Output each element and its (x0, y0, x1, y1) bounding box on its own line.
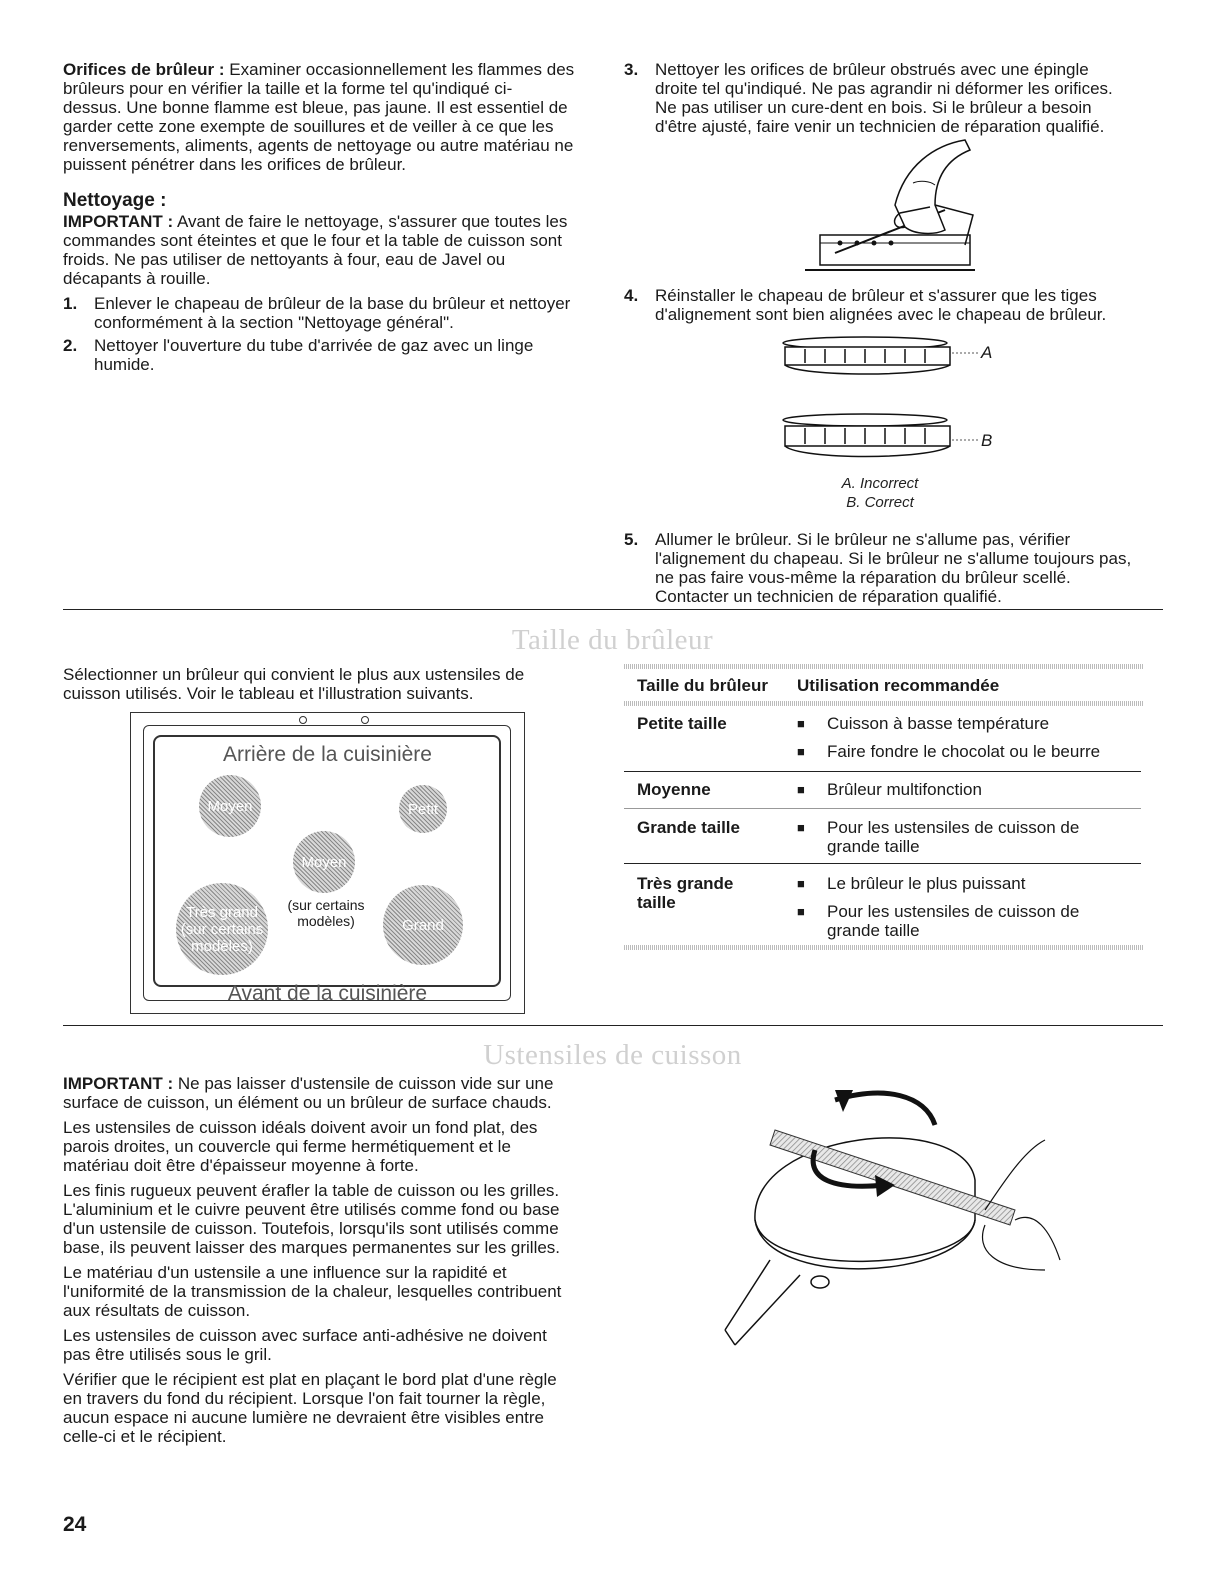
text-line: base, ils peuvent laisser des marques permanentes sur les grilles. (63, 1238, 561, 1257)
text-line: Sélectionner un brûleur qui convient le plus aux ustensiles de (63, 665, 525, 684)
text-line: Les ustensiles de cuisson avec surface anti-adhésive ne doivent (63, 1326, 547, 1345)
step-number: 5. (624, 530, 639, 549)
important-label: IMPORTANT : (63, 212, 174, 231)
burner-cap-correct-illustration (780, 412, 980, 472)
paragraph (63, 1074, 623, 1112)
table-header-use: Utilisation recommandée (797, 676, 1000, 695)
text-line: Le matériau d'un ustensile a une influence sur la rapidité et (63, 1263, 507, 1282)
nettoyage-heading: Nettoyage : (63, 190, 167, 211)
step-number: 3. (624, 60, 639, 79)
table-row-use (827, 818, 1079, 856)
ustensiles-text (63, 1074, 623, 1446)
text-line: Réinstaller le chapeau de brûleur et s'assurer que les tiges (655, 286, 1097, 305)
text-line: garder cette zone exempte de souillures et de veiller à ce que les (63, 117, 554, 136)
table-row-size: Petite taille (637, 714, 727, 733)
text-line: cuisson utilisés. Voir le tableau et l'illustration suivants. (63, 684, 474, 703)
paragraph (63, 1118, 623, 1175)
orifices-paragraph (63, 60, 593, 174)
text-line: Contacter un technicien de réparation qualifié. (655, 587, 1002, 606)
table-row-size: Moyenne (637, 780, 711, 799)
taille-intro (63, 665, 593, 703)
step-number: 1. (63, 294, 78, 313)
step-number: 4. (624, 286, 639, 305)
text-line: (sur certains (287, 897, 365, 913)
text-line: humide. (94, 355, 155, 374)
paragraph (63, 1370, 623, 1446)
caption-b: B. Correct (846, 494, 914, 511)
text-line: aux résultats de cuisson. (63, 1301, 251, 1320)
text-line: taille (637, 893, 676, 912)
text-line: d'être ajusté, faire venir un technicien de réparation qualifié. (655, 117, 1105, 136)
burner-grand: Grand (383, 885, 463, 965)
text-line: d'un ustensile de cuisson. Toutefois, lorsqu'ils sont utilisés comme (63, 1219, 559, 1238)
text-line: matériau doit être d'épaisseur moyenne à forte. (63, 1156, 419, 1175)
text-line: Nettoyer les orifices de brûleur obstrués avec une épingle (655, 60, 1089, 79)
table-row-use: Faire fondre le chocolat ou le beurre (827, 742, 1101, 761)
section-divider (63, 1025, 1163, 1026)
text-line: ne pas faire vous-même la réparation du brûleur scellé. (655, 568, 1071, 587)
table-row-use (827, 902, 1079, 940)
text-line: froids. Ne pas utiliser de nettoyants à four, eau de Javel ou (63, 250, 506, 269)
pan-ruler-illustration (715, 1070, 1065, 1350)
table-bullet: ■ (797, 820, 805, 835)
table-row-use: Le brûleur le plus puissant (827, 874, 1026, 893)
ustensiles-section-title: Ustensiles de cuisson (483, 1039, 742, 1071)
text-line: celle-ci et le récipient. (63, 1427, 227, 1446)
burner-moyen-center: Moyen (293, 831, 355, 893)
caption-a: A. Incorrect (841, 475, 919, 492)
text-line: Vérifier que le récipient est plat en plaçant le bord plat d'une règle (63, 1370, 557, 1389)
table-bullet: ■ (797, 716, 805, 731)
text-line: renversements, aliments, agents de nettoyage ou autre matériau ne (63, 136, 574, 155)
text-line: Allumer le brûleur. Si le brûleur ne s'allume pas, vérifier (655, 530, 1071, 549)
text-line: pas être utilisés sous le gril. (63, 1345, 272, 1364)
text-line: l'uniformité de la transmission de la chaleur, lesquelles contribuent (63, 1282, 562, 1301)
text-line: Les finis rugueux peuvent érafler la table de cuisson ou les grilles. (63, 1181, 560, 1200)
text-line: dessus. Une bonne flamme est bleue, pas jaune. Il est essentiel de (63, 98, 568, 117)
table-header-size: Taille du brûleur (637, 676, 768, 695)
table-row-use: Cuisson à basse température (827, 714, 1050, 733)
text-line: Avant de faire le nettoyage, s'assurer que toutes les (176, 212, 568, 231)
text-line: Pour les ustensiles de cuisson de (827, 902, 1080, 921)
table-bullet: ■ (797, 904, 805, 919)
table-bullet: ■ (797, 744, 805, 759)
paragraph (63, 1326, 623, 1364)
important-paragraph (63, 212, 593, 288)
burner-label-line: (sur certains (180, 920, 264, 938)
text-line: décapants à rouille. (63, 269, 211, 288)
table-row-size (637, 874, 733, 912)
optional-note (281, 897, 371, 929)
burner-label-line: Très grand (186, 903, 258, 921)
table-row-divider (624, 771, 1141, 772)
orifices-label: Orifices de brûleur : (63, 60, 225, 79)
text-line: conformément à la section "Nettoyage général". (94, 313, 454, 332)
text-line: puissent pénétrer dans les orifices de brûleur. (63, 155, 407, 174)
callout-b: B (981, 431, 993, 450)
text-line: L'aluminium et le cuivre peuvent être utilisés comme fond ou base (63, 1200, 560, 1219)
knob-left (299, 716, 307, 724)
page-number: 24 (63, 1513, 87, 1536)
text-line: Les ustensiles de cuisson idéals doivent avoir un fond plat, des (63, 1118, 538, 1137)
text-line: Nettoyer l'ouverture du tube d'arrivée de gaz avec un linge (94, 336, 534, 355)
text-line: l'alignement du chapeau. Si le brûleur ne s'allume toujours pas, (655, 549, 1132, 568)
text-line: en travers du fond du récipient. Lorsque l'on fait tourner la règle, (63, 1389, 546, 1408)
text-line: aucun espace ni aucune lumière ne devraient être visibles entre (63, 1408, 545, 1427)
table-row-divider (624, 863, 1141, 864)
text-line: Très grande (637, 874, 734, 893)
table-top-border (624, 664, 1144, 669)
burner-moyen-left: Moyen (199, 775, 261, 837)
table-row-size: Grande taille (637, 818, 740, 837)
step-number: 2. (63, 336, 78, 355)
text-line: grande taille (827, 921, 920, 940)
pin-cleaning-illustration (795, 135, 985, 275)
callout-a: A (981, 343, 993, 362)
table-bullet: ■ (797, 782, 805, 797)
text-line: droite tel qu'indiqué. Ne pas agrandir ni déformer les orifices. (655, 79, 1113, 98)
table-bullet: ■ (797, 876, 805, 891)
text-line: parois droites, un couvercle qui ferme hermétiquement et le (63, 1137, 511, 1156)
text-line: grande taille (827, 837, 920, 856)
text-line: commandes sont éteintes et que le four et la table de cuisson sont (63, 231, 562, 250)
text-line: brûleurs pour en vérifier la taille et la forme tel qu'indiqué ci- (63, 79, 513, 98)
paragraph (63, 1263, 623, 1320)
burner-cap-incorrect-illustration (780, 335, 980, 385)
text-line: surface de cuisson, un élément ou un brûleur de surface chauds. (63, 1093, 552, 1112)
text-line: modèles) (297, 913, 355, 929)
text-line: Ne pas utiliser un cure-dent en bois. Si le brûleur a besoin (655, 98, 1092, 117)
burner-tres-grand (176, 883, 268, 975)
text-line: Enlever le chapeau de brûleur de la base du brûleur et nettoyer (94, 294, 571, 313)
cooktop-diagram (130, 712, 525, 1014)
text-line: Pour les ustensiles de cuisson de (827, 818, 1080, 837)
knob-right (361, 716, 369, 724)
text-line: Examiner occasionnellement les flammes des (229, 60, 575, 79)
back-label: Arrière de la cuisinière (223, 743, 432, 766)
text-line: Ne pas laisser d'ustensile de cuisson vide sur une (173, 1074, 554, 1093)
table-bottom-border (624, 945, 1144, 950)
burner-petit: Petit (399, 785, 447, 833)
important-label: IMPORTANT : (63, 1074, 174, 1093)
burner-label-line: modèles) (191, 937, 253, 955)
table-header-border (624, 701, 1144, 706)
table-row-use: Brûleur multifonction (827, 780, 982, 799)
taille-section-title: Taille du brûleur (511, 624, 714, 656)
front-label: Avant de la cuisinière (227, 982, 428, 1005)
table-row-divider (624, 808, 1141, 809)
paragraph (63, 1181, 623, 1257)
text-line: d'alignement sont bien alignées avec le chapeau de brûleur. (655, 305, 1107, 324)
section-divider (63, 609, 1163, 610)
